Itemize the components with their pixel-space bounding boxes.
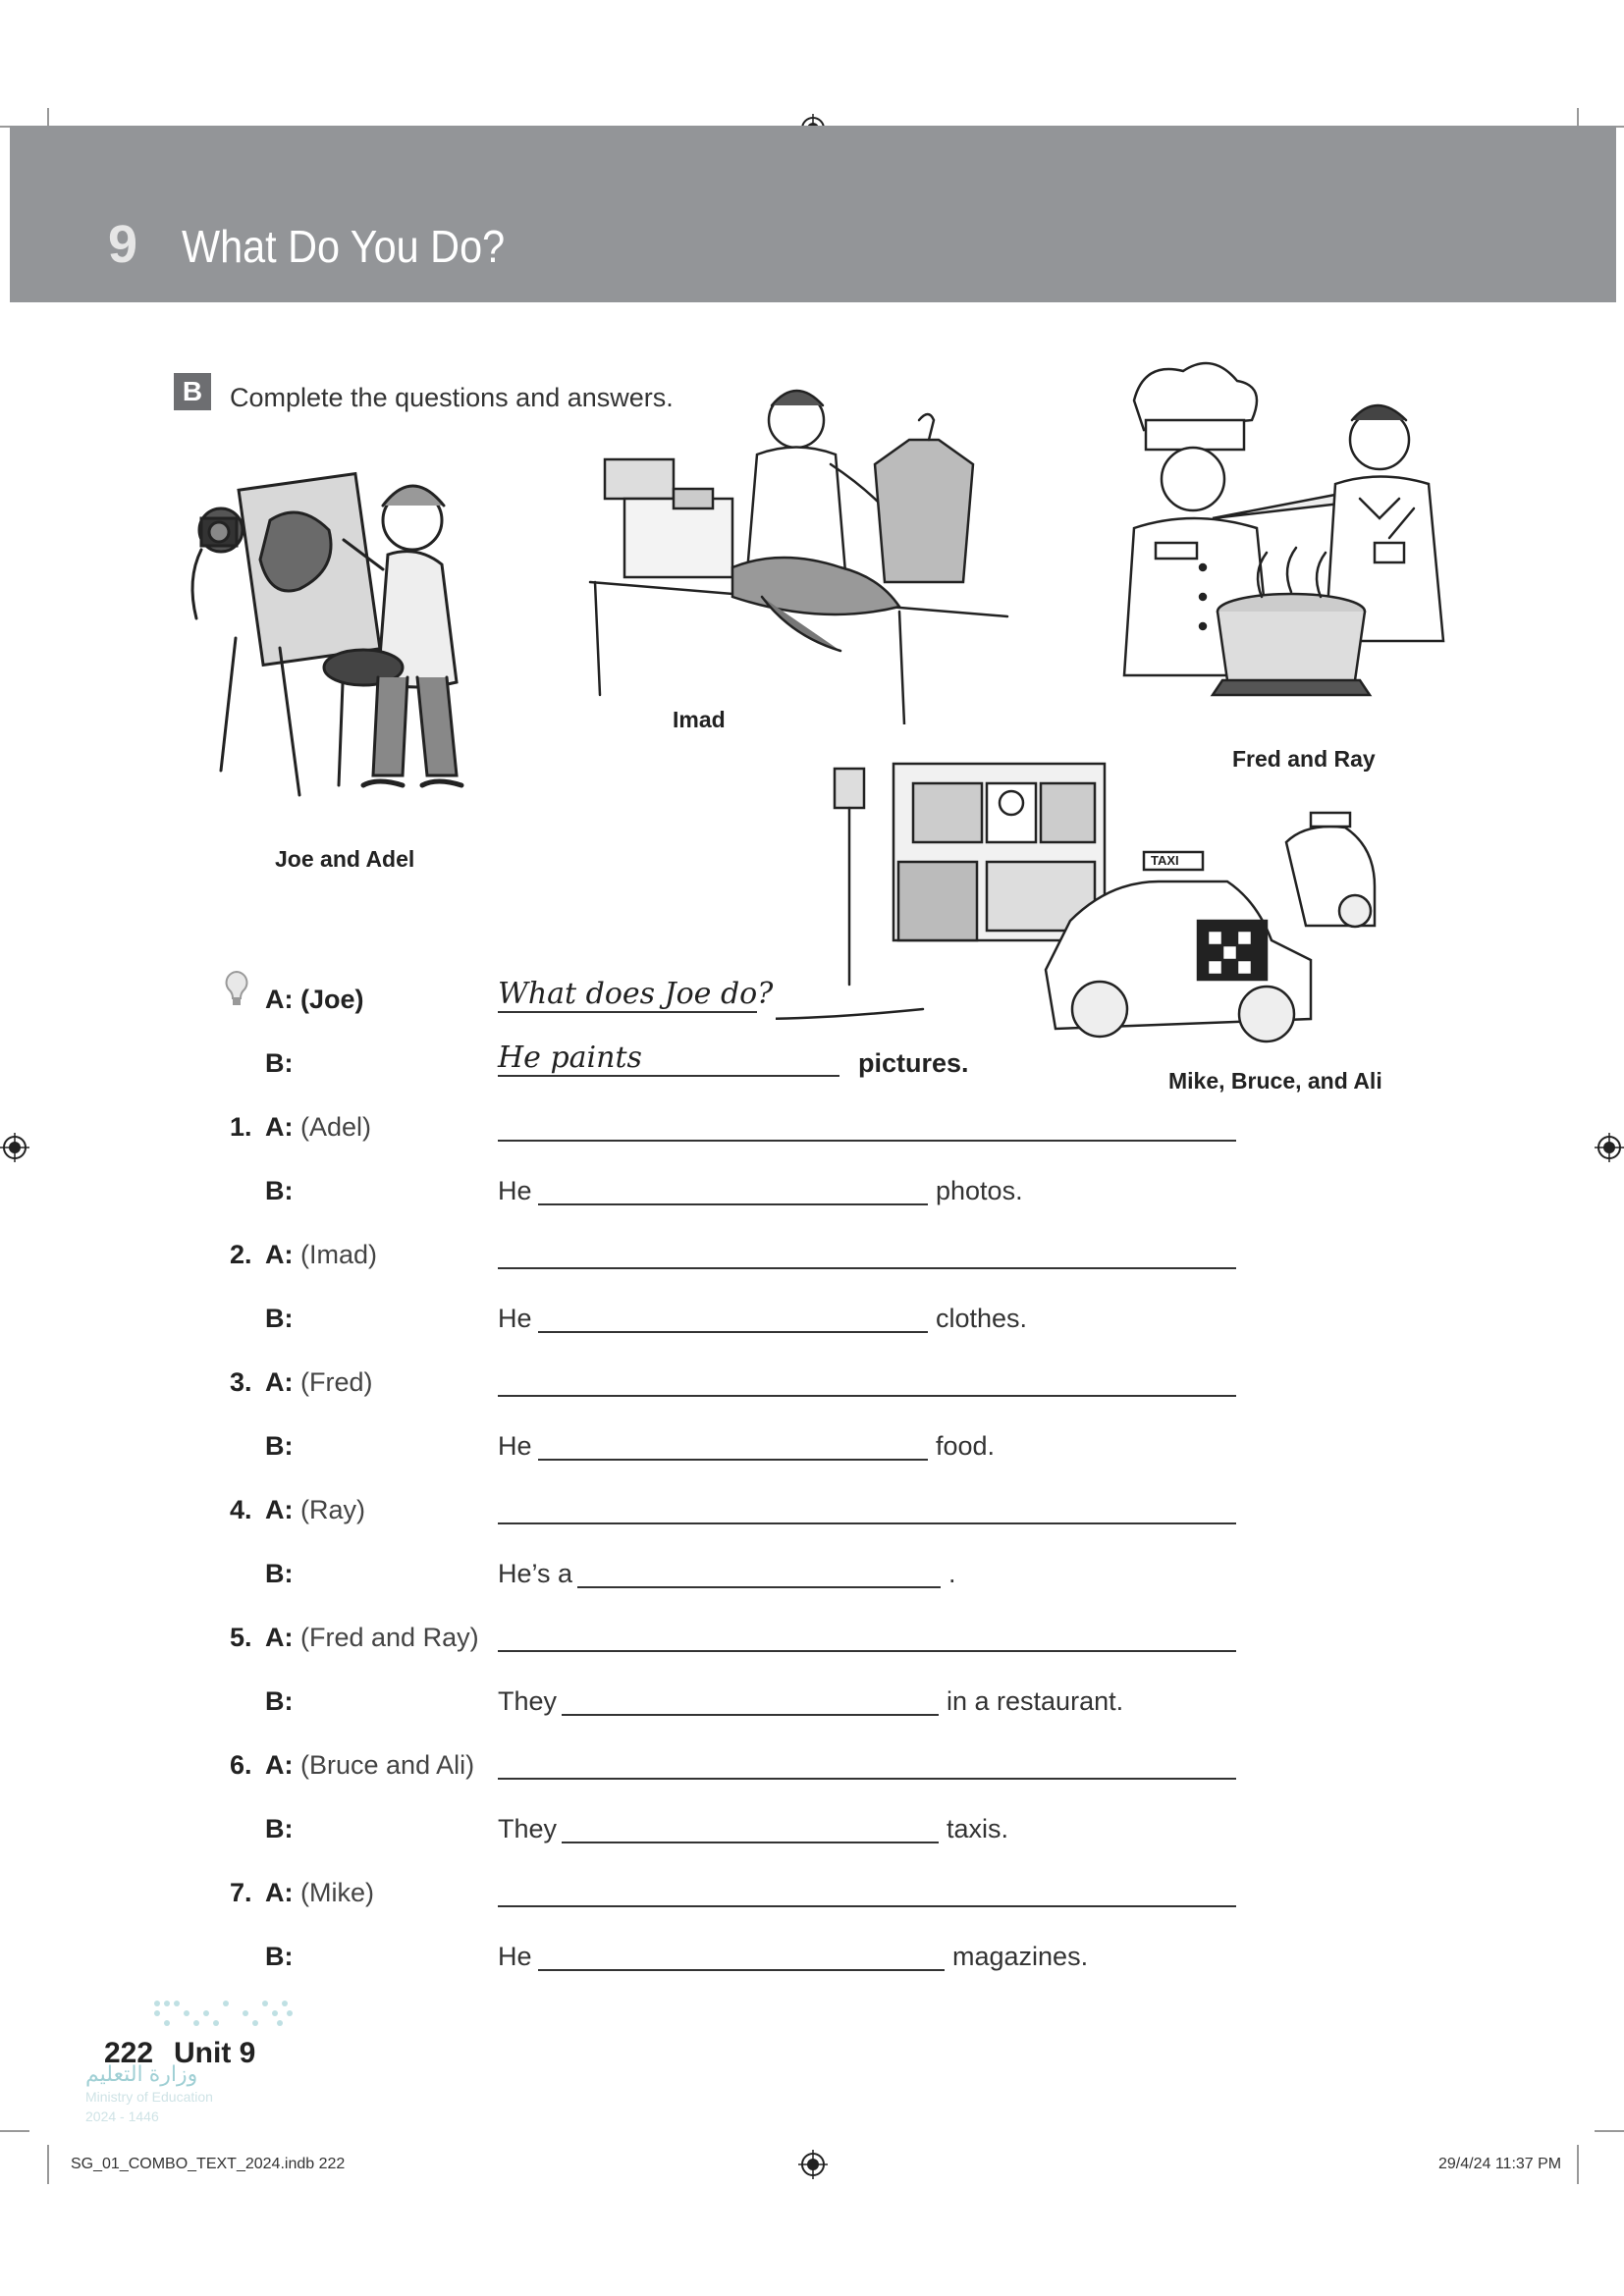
ministry-arabic-text: وزارة التعليم [85, 2061, 198, 2086]
question-row-a [0, 1878, 1624, 1927]
example-row-a [0, 977, 1624, 1034]
crop-mark [0, 2130, 29, 2132]
answer-blank-line[interactable] [577, 1586, 941, 1588]
item-number: 7. [230, 1878, 252, 1907]
taxi-sign-label: TAXI [1151, 853, 1179, 868]
caption-mike-bruce-ali: Mike, Bruce, and Ali [1168, 1068, 1382, 1094]
ministry-logo-icon [147, 1998, 295, 2037]
example-row-b [0, 1041, 1624, 1097]
example-answer-line [498, 1075, 839, 1077]
answer-suffix: clothes. [936, 1304, 1028, 1333]
unit-header-band [10, 126, 1616, 302]
caption-fred-ray: Fred and Ray [1232, 746, 1376, 772]
unit-number: 9 [108, 215, 138, 274]
question-row-a [0, 1367, 1624, 1416]
item-person: (Fred) [300, 1367, 373, 1397]
speaker-b-label: B: [265, 1176, 294, 1205]
question-answer-line[interactable] [498, 1778, 1236, 1780]
item-number: 1. [230, 1112, 252, 1142]
answer-prefix: He [498, 1431, 532, 1461]
item-person: (Bruce and Ali) [300, 1750, 475, 1780]
speaker-a-label: A: [265, 1750, 294, 1780]
question-answer-line[interactable] [498, 1905, 1236, 1907]
question-row-b [0, 1942, 1624, 1991]
illustration-imad [585, 371, 1017, 724]
file-slug: SG_01_COMBO_TEXT_2024.indb 222 [71, 2156, 346, 2172]
answer-suffix: taxis. [947, 1814, 1009, 1843]
crop-mark [1577, 2145, 1579, 2184]
exercise-instruction: Complete the questions and answers. [230, 383, 674, 412]
speaker-a-label: A: [265, 1623, 294, 1652]
speaker-a-label: A: [265, 1367, 294, 1397]
speaker-b-label: B: [265, 1048, 294, 1078]
answer-blank-line[interactable] [538, 1969, 945, 1971]
crop-mark [1595, 2130, 1624, 2132]
answer-prefix: They [498, 1686, 558, 1716]
footer-unit-label: Unit 9 [174, 2037, 256, 2069]
page-number: 222 [104, 2037, 154, 2069]
example-answer-suffix: pictures. [858, 1048, 969, 1078]
ministry-english-text: Ministry of Education [85, 2089, 213, 2105]
answer-blank-line[interactable] [538, 1203, 928, 1205]
question-answer-line[interactable] [498, 1522, 1236, 1524]
item-number: 3. [230, 1367, 252, 1397]
question-row-a [0, 1112, 1624, 1161]
caption-joe-adel: Joe and Adel [275, 846, 415, 872]
question-answer-line[interactable] [498, 1650, 1236, 1652]
speaker-a-label: A: [265, 1240, 294, 1269]
question-row-b [0, 1814, 1624, 1863]
illustration-fred-ray [1095, 361, 1488, 715]
example-question-answer: What does Joe do? [498, 977, 774, 1011]
date-slug: 29/4/24 11:37 PM [1438, 2156, 1562, 2172]
example-question-line [498, 1011, 757, 1013]
question-row-b [0, 1176, 1624, 1225]
caption-imad: Imad [673, 707, 726, 732]
example-person: (Joe) [300, 985, 364, 1014]
item-person: (Adel) [300, 1112, 372, 1142]
question-row-a [0, 1240, 1624, 1289]
speaker-b-label: B: [265, 1559, 294, 1588]
answer-prefix: They [498, 1814, 558, 1843]
question-answer-line[interactable] [498, 1140, 1236, 1142]
exercise-letter-badge: B [174, 373, 211, 410]
speaker-b-label: B: [265, 1304, 294, 1333]
question-row-b [0, 1559, 1624, 1608]
answer-blank-line[interactable] [562, 1842, 939, 1843]
item-person: (Imad) [300, 1240, 378, 1269]
question-answer-line[interactable] [498, 1267, 1236, 1269]
item-number: 4. [230, 1495, 252, 1524]
question-row-a [0, 1495, 1624, 1544]
answer-suffix: food. [936, 1431, 996, 1461]
question-answer-line[interactable] [498, 1395, 1236, 1397]
item-number: 2. [230, 1240, 252, 1269]
question-row-a [0, 1623, 1624, 1672]
crop-mark [47, 2145, 49, 2184]
answer-suffix: in a restaurant. [947, 1686, 1124, 1716]
answer-suffix: magazines. [952, 1942, 1089, 1971]
speaker-b-label: B: [265, 1814, 294, 1843]
illustration-joe-adel [182, 461, 506, 825]
question-row-b [0, 1431, 1624, 1480]
answer-suffix: . [948, 1559, 956, 1588]
question-row-b [0, 1686, 1624, 1735]
ministry-year-text: 2024 - 1446 [85, 2109, 159, 2124]
answer-prefix: He’s a [498, 1559, 573, 1588]
item-person: (Mike) [300, 1878, 375, 1907]
speaker-b-label: B: [265, 1942, 294, 1971]
answer-blank-line[interactable] [538, 1459, 928, 1461]
question-row-a [0, 1750, 1624, 1799]
question-row-b [0, 1304, 1624, 1353]
speaker-a-label: A: [265, 985, 294, 1014]
answer-blank-line[interactable] [538, 1331, 928, 1333]
example-answer-text: He paints [498, 1041, 642, 1075]
item-number: 5. [230, 1623, 252, 1652]
speaker-a-label: A: [265, 1495, 294, 1524]
answer-prefix: He [498, 1304, 532, 1333]
item-person: (Fred and Ray) [300, 1623, 479, 1652]
unit-title: What Do You Do? [182, 221, 506, 272]
item-number: 6. [230, 1750, 252, 1780]
answer-suffix: photos. [936, 1176, 1023, 1205]
answer-prefix: He [498, 1942, 532, 1971]
answer-blank-line[interactable] [562, 1714, 939, 1716]
speaker-b-label: B: [265, 1431, 294, 1461]
speaker-b-label: B: [265, 1686, 294, 1716]
speaker-a-label: A: [265, 1878, 294, 1907]
item-person: (Ray) [300, 1495, 366, 1524]
answer-prefix: He [498, 1176, 532, 1205]
speaker-a-label: A: [265, 1112, 294, 1142]
registration-mark-icon [798, 2150, 828, 2179]
